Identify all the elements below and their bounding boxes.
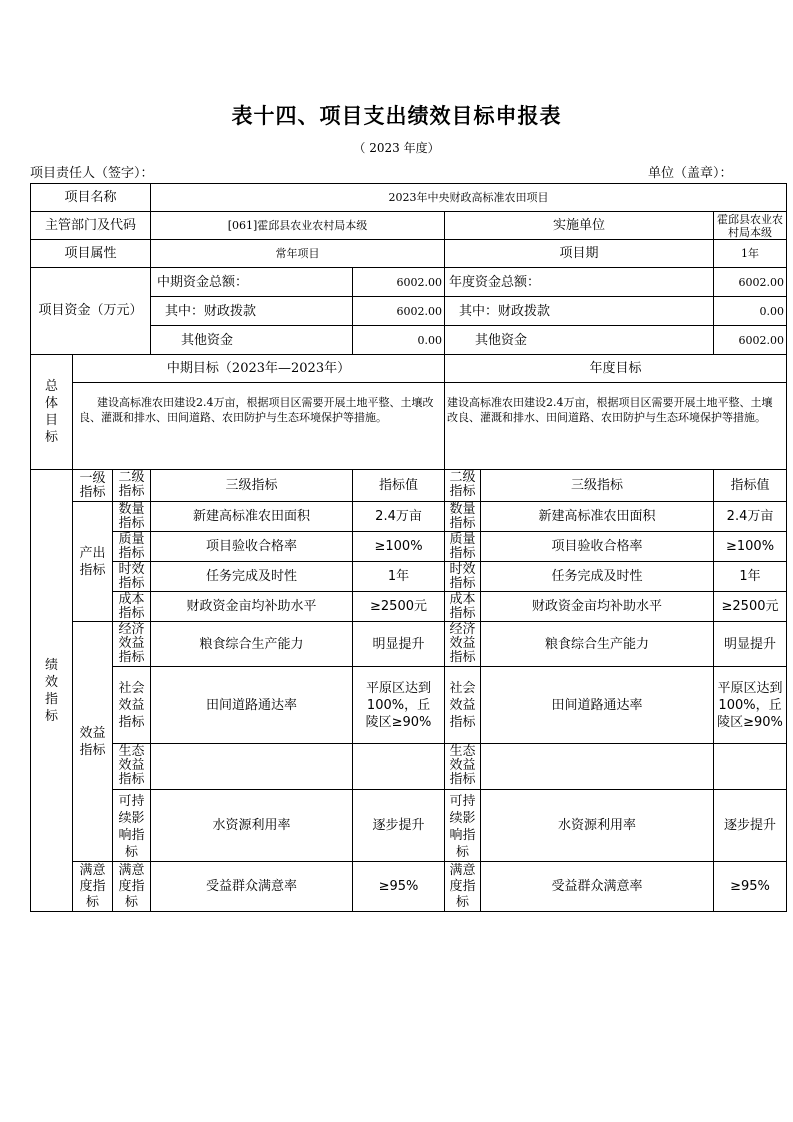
row-funds-total	[31, 268, 787, 297]
year-level3-cell: 新建高标准农田面积	[481, 502, 714, 532]
year-level2-cell: 生态效益指标	[445, 744, 481, 790]
mid-other-value: 0.00	[353, 326, 445, 355]
value-cell: 平原区达到100%，丘陵区≥90%	[353, 667, 445, 744]
table-row	[31, 790, 787, 862]
level3-cell: 新建高标准农田面积	[151, 502, 353, 532]
table-row	[31, 502, 787, 532]
year-level3-cell: 任务完成及时性	[481, 562, 714, 592]
level3-header: 三级指标	[151, 470, 353, 502]
effect-indicator-label: 效益指标	[73, 622, 113, 862]
project-period-value: 1年	[714, 240, 787, 268]
year-other-value: 6002.00	[714, 326, 787, 355]
year-goal-text: 建设高标准农田建设2.4万亩，根据项目区需要开展土地平整、土壤改良、灌溉和排水、田间道路、农田防护与生态环境保护等措施。	[445, 383, 787, 470]
satisfaction-indicator-label: 满意度指标	[73, 862, 113, 912]
year-value-cell: 2.4万亩	[714, 502, 787, 532]
department-label: 主管部门及代码	[31, 212, 151, 240]
year-level3-cell: 财政资金亩均补助水平	[481, 592, 714, 622]
level3-cell: 受益群众满意率	[151, 862, 353, 912]
year-other-label: 其他资金	[445, 326, 714, 355]
mid-other-label: 其他资金	[151, 326, 353, 355]
mid-goal-header: 中期目标（2023年—2023年）	[73, 355, 445, 383]
row-department	[31, 212, 787, 240]
year-value-cell: ≥95%	[714, 862, 787, 912]
table-row	[31, 562, 787, 592]
table-row	[31, 622, 787, 667]
value-cell: 逐步提升	[353, 790, 445, 862]
level2-cell: 数量指标	[113, 502, 151, 532]
year-total-value: 6002.00	[714, 268, 787, 297]
level3-cell: 粮食综合生产能力	[151, 622, 353, 667]
value-cell: 1年	[353, 562, 445, 592]
year-value-header: 指标值	[714, 470, 787, 502]
year-fiscal-label: 其中：财政拨款	[445, 297, 714, 326]
year-level3-cell: 水资源利用率	[481, 790, 714, 862]
level3-cell: 项目验收合格率	[151, 532, 353, 562]
level2-cell: 时效指标	[113, 562, 151, 592]
level2-cell: 质量指标	[113, 532, 151, 562]
value-cell: 明显提升	[353, 622, 445, 667]
overall-goal-label: 总体目标	[31, 355, 73, 470]
year-value-cell: 明显提升	[714, 622, 787, 667]
year-value-cell	[714, 744, 787, 790]
output-indicator-label: 产出指标	[73, 502, 113, 622]
year-level3-cell: 受益群众满意率	[481, 862, 714, 912]
year-level3-cell: 粮食综合生产能力	[481, 622, 714, 667]
year-level2-cell: 社会效益指标	[445, 667, 481, 744]
year-level2-cell: 质量指标	[445, 532, 481, 562]
row-project-attribute	[31, 240, 787, 268]
unit-seal-label: 单位（盖章）：	[648, 166, 733, 181]
row-goal-text	[31, 383, 787, 470]
implementing-unit-label: 实施单位	[445, 212, 714, 240]
year-value-cell: 平原区达到100%，丘陵区≥90%	[714, 667, 787, 744]
level2-cell: 满意度指标	[113, 862, 151, 912]
table-row	[31, 592, 787, 622]
year-goal-header: 年度目标	[445, 355, 787, 383]
value-cell: 2.4万亩	[353, 502, 445, 532]
year-level3-header: 三级指标	[481, 470, 714, 502]
value-header: 指标值	[353, 470, 445, 502]
year-level3-cell: 项目验收合格率	[481, 532, 714, 562]
level3-cell: 财政资金亩均补助水平	[151, 592, 353, 622]
mid-total-label: 中期资金总额：	[151, 268, 353, 297]
mid-fiscal-value: 6002.00	[353, 297, 445, 326]
year-level2-cell: 数量指标	[445, 502, 481, 532]
performance-indicator-label: 绩效指标	[31, 470, 73, 912]
year-total-label: 年度资金总额：	[445, 268, 714, 297]
value-cell: ≥100%	[353, 532, 445, 562]
year-level2-header: 二级指标	[445, 470, 481, 502]
mid-total-value: 6002.00	[353, 268, 445, 297]
level1-header: 一级指标	[73, 470, 113, 502]
table-row	[31, 532, 787, 562]
level2-cell: 经济效益指标	[113, 622, 151, 667]
year-level2-cell: 成本指标	[445, 592, 481, 622]
level2-cell: 生态效益指标	[113, 744, 151, 790]
project-period-label: 项目期	[445, 240, 714, 268]
level3-cell: 任务完成及时性	[151, 562, 353, 592]
year-level3-cell: 田间道路通达率	[481, 667, 714, 744]
year-level2-cell: 时效指标	[445, 562, 481, 592]
project-name-value: 2023年中央财政高标准农田项目	[151, 184, 787, 212]
department-value: [061]霍邱县农业农村局本级	[151, 212, 445, 240]
year-level2-cell: 满意度指标	[445, 862, 481, 912]
year-level2-cell: 可持续影响指标	[445, 790, 481, 862]
row-goal-headers	[31, 355, 787, 383]
responsible-person-label: 项目责任人（签字）：	[30, 166, 154, 181]
value-cell: ≥95%	[353, 862, 445, 912]
level3-cell	[151, 744, 353, 790]
project-name-label: 项目名称	[31, 184, 151, 212]
level2-cell: 成本指标	[113, 592, 151, 622]
table-row	[31, 744, 787, 790]
table-row	[31, 667, 787, 744]
year-value-cell: ≥2500元	[714, 592, 787, 622]
level2-cell: 可持续影响指标	[113, 790, 151, 862]
value-cell: ≥2500元	[353, 592, 445, 622]
row-project-name	[31, 184, 787, 212]
year-value-cell: 逐步提升	[714, 790, 787, 862]
mid-goal-text: 建设高标准农田建设2.4万亩，根据项目区需要开展土地平整、土壤改良、灌溉和排水、田间道路、农田防护与生态环境保护等措施。	[73, 383, 445, 470]
project-attribute-value: 常年项目	[151, 240, 445, 268]
mid-fiscal-label: 其中：财政拨款	[151, 297, 353, 326]
year-fiscal-value: 0.00	[714, 297, 787, 326]
year-value-cell: 1年	[714, 562, 787, 592]
year-value-cell: ≥100%	[714, 532, 787, 562]
project-funds-label: 项目资金（万元）	[31, 268, 151, 355]
level2-header: 二级指标	[113, 470, 151, 502]
page-title: 表十四、项目支出绩效目标申报表	[231, 104, 562, 128]
year-level2-cell: 经济效益指标	[445, 622, 481, 667]
project-attribute-label: 项目属性	[31, 240, 151, 268]
table-row	[31, 862, 787, 912]
row-indicator-headers	[31, 470, 787, 502]
level2-cell: 社会效益指标	[113, 667, 151, 744]
level3-cell: 田间道路通达率	[151, 667, 353, 744]
implementing-unit-value: 霍邱县农业农村局本级	[714, 212, 787, 240]
value-cell	[353, 744, 445, 790]
level3-cell: 水资源利用率	[151, 790, 353, 862]
performance-goal-table	[30, 183, 787, 912]
year-level3-cell	[481, 744, 714, 790]
report-year: （ 2023 年度）	[353, 141, 440, 155]
